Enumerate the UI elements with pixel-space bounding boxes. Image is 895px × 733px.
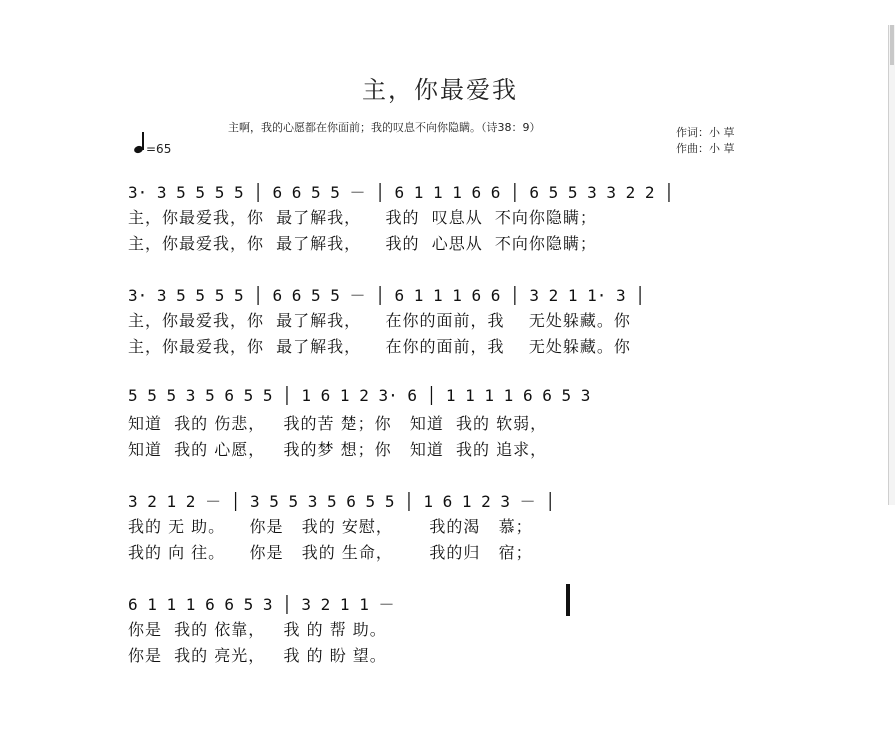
composer-credit: 作曲：小 草	[676, 142, 735, 155]
score-line-1-lyric-1: 主，你最爱我，你 最了解我， 我的 叹息从 不向你隐瞒；	[128, 208, 597, 227]
tempo-value: =65	[146, 142, 172, 156]
score-line-4-lyric-1: 我的 无 助。 你是 我的 安慰， 我的渴 慕；	[128, 517, 533, 536]
score-line-3-notes: 5 5 5 3 5 6 5 5 │ 1 6 1 2 3· 6 │ 1 1 1 1 6 6 5 3	[128, 386, 591, 405]
score-line-5-lyric-2: 你是 我的 亮光， 我 的 盼 望。	[128, 646, 387, 665]
final-barline	[566, 584, 570, 616]
score-line-5-lyric-1: 你是 我的 依靠， 我 的 帮 助。	[128, 620, 387, 639]
song-title: 主，你最爱我	[362, 76, 518, 104]
tempo-marking	[132, 130, 192, 158]
scrollbar-thumb[interactable]	[890, 25, 894, 65]
score-line-3-lyric-2: 知道 我的 心愿， 我的梦 想；你 知道 我的 追求，	[128, 440, 548, 459]
score-line-4-lyric-2: 我的 向 往。 你是 我的 生命， 我的归 宿；	[128, 543, 533, 562]
epigraph: 主啊，我的心愿都在你面前；我的叹息不向你隐瞒。（诗38：9）	[228, 121, 541, 134]
score-line-4-notes: 3 2 1 2 － │ 3 5 5 3 5 6 5 5 │ 1 6 1 2 3 － │	[128, 492, 555, 511]
score-line-1-notes: 3· 3 5 5 5 5 │ 6 6 5 5 － │ 6 1 1 1 6 6 │ 6 5 5 3 3 2 2 │	[128, 183, 674, 202]
vertical-scrollbar[interactable]	[888, 25, 895, 505]
score-line-2-notes: 3· 3 5 5 5 5 │ 6 6 5 5 － │ 6 1 1 1 6 6 │ 3 2 1 1· 3 │	[128, 286, 645, 305]
score-line-2-lyric-1: 主，你最爱我，你 最了解我， 在你的面前，我 无处躲藏。你	[128, 311, 631, 330]
score-line-3-lyric-1: 知道 我的 伤悲， 我的苦 楚；你 知道 我的 软弱，	[128, 414, 548, 433]
score-line-5-notes: 6 1 1 1 6 6 5 3 │ 3 2 1 1 －	[128, 595, 395, 614]
quarter-note-stem	[142, 132, 144, 150]
lyricist-credit: 作词：小 草	[676, 126, 735, 139]
score-line-1-lyric-2: 主，你最爱我，你 最了解我， 我的 心思从 不向你隐瞒；	[128, 234, 597, 253]
score-line-2-lyric-2: 主，你最爱我，你 最了解我， 在你的面前，我 无处躲藏。你	[128, 337, 631, 356]
